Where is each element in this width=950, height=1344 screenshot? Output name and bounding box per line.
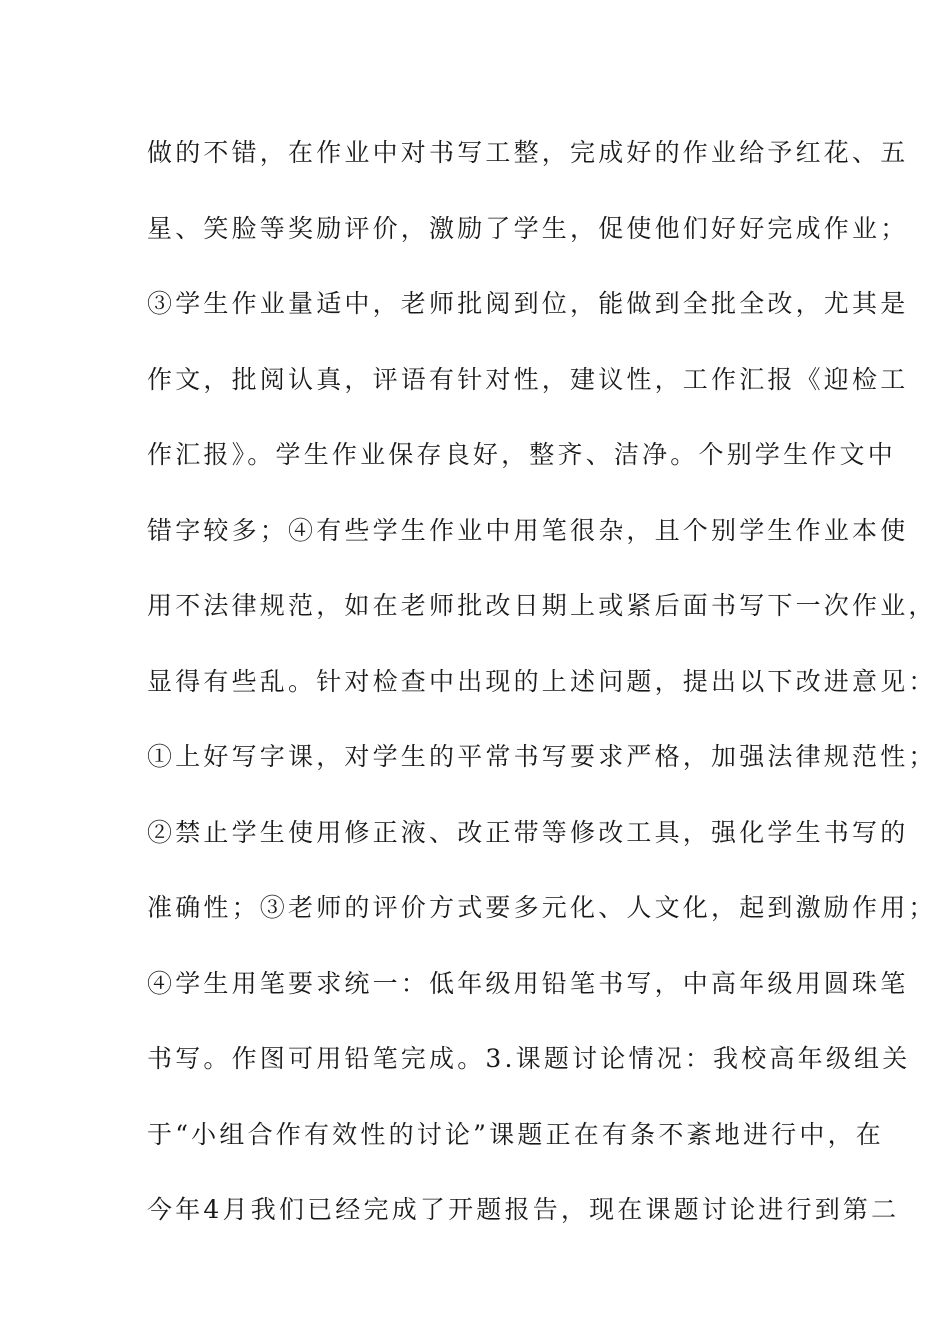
text-line: ②禁止学生使用修正液、改正带等修改工具，强化学生书写的: [147, 817, 909, 847]
text-line: 今年4月我们已经完成了开题报告，现在课题讨论进行到第二: [147, 1195, 900, 1224]
text-line: ①上好写字课，对学生的平常书写要求严格，加强法律规范性；: [147, 742, 937, 771]
body-text: [147, 128, 937, 1261]
text-line: 作汇报》。学生作业保存良好，整齐、洁净。个别学生作文中: [147, 440, 896, 469]
text-line: 用不法律规范，如在老师批改日期上或紧后面书写下一次作业，: [147, 591, 937, 620]
text-line: ④学生用笔要求统一：低年级用铅笔书写，中高年级用圆珠笔: [147, 968, 909, 998]
text-line: 显得有些乱。针对检查中出现的上述问题，提出以下改进意见：: [147, 666, 937, 696]
text-line: 于“小组合作有效性的讨论”课题正在有条不紊地进行中，在: [147, 1119, 884, 1149]
text-line: 准确性；③老师的评价方式要多元化、人文化，起到激励作用；: [147, 893, 937, 922]
text-line: 错字较多；④有些学生作业中用笔很杂，且个别学生作业本使: [147, 515, 909, 545]
text-line: 作文，批阅认真，评语有针对性，建议性，工作汇报《迎检工: [147, 364, 909, 394]
text-line: 星、笑脸等奖励评价，激励了学生，促使他们好好完成作业；: [147, 213, 909, 243]
text-line: ③学生作业量适中，老师批阅到位，能做到全批全改，尤其是: [147, 289, 909, 318]
text-line: 书写。作图可用铅笔完成。3.课题讨论情况：我校高年级组关: [147, 1044, 911, 1073]
text-line: 做的不错，在作业中对书写工整，完成好的作业给予红花、五: [147, 138, 909, 167]
